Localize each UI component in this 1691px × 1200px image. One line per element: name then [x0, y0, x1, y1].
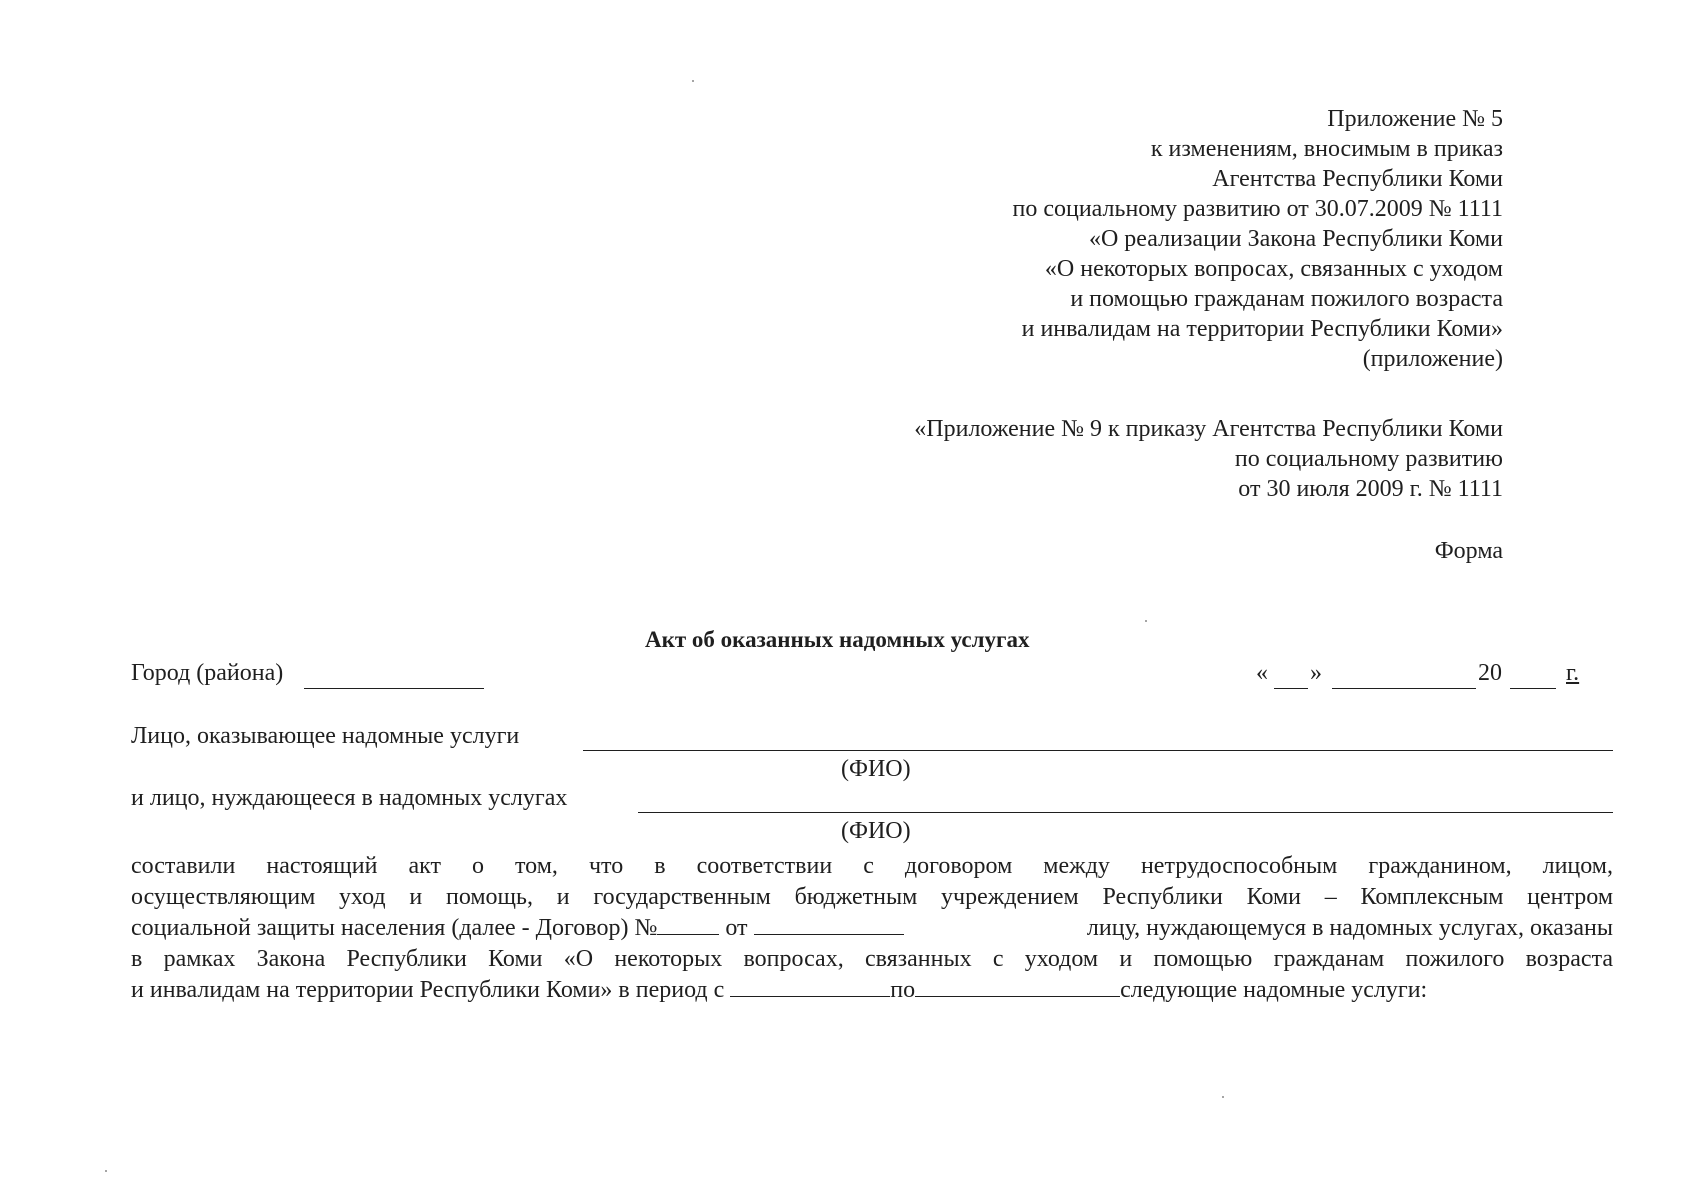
body-line: в рамках Закона Республики Коми «О некоторых вопросах, связанных с уходом и помощью гражданам пожилого возраста: [131, 946, 1613, 972]
appendix-5-line: и инвалидам на территории Республики Коми»: [1021, 316, 1503, 342]
city-label: Город (района): [131, 660, 284, 686]
date-month-field[interactable]: [1332, 688, 1476, 689]
appendix-5-line: к изменениям, вносимым в приказ: [1150, 136, 1503, 162]
body-text-segment: и инвалидам на территории Республики Коми» в период с: [131, 977, 731, 1003]
date-year-suffix: г.: [1566, 660, 1580, 686]
appendix-9-line: от 30 июля 2009 г. № 1111: [1238, 476, 1503, 502]
scan-speck: [692, 80, 694, 82]
appendix-9-line: «Приложение № 9 к приказу Агентства Республики Коми: [914, 416, 1503, 442]
body-text-segment: лицу, нуждающемуся в надомных услугах, оказаны: [1086, 915, 1613, 941]
act-body-paragraph: [131, 851, 1613, 1006]
date-day-field[interactable]: [1274, 688, 1308, 689]
date-year-field[interactable]: [1510, 688, 1556, 689]
contract-number-field[interactable]: [657, 914, 719, 935]
period-to-field[interactable]: [915, 976, 1120, 997]
appendix-5-line: по социальному развитию от 30.07.2009 № 1111: [1012, 196, 1503, 222]
scan-speck: [105, 1170, 107, 1172]
body-line: составили настоящий акт о том, что в соответствии с договором между нетрудоспособным гражданином, лицом,: [131, 853, 1613, 879]
appendix-9-header: [914, 414, 1503, 504]
scan-speck: [1222, 1096, 1224, 1098]
date-open-quote: «: [1256, 660, 1268, 686]
period-from-field[interactable]: [730, 976, 890, 997]
appendix-5-line: и помощью гражданам пожилого возраста: [1070, 286, 1503, 312]
document-title: Акт об оказанных надомных услугах: [645, 627, 1030, 652]
contract-date-field[interactable]: [754, 914, 904, 935]
city-field[interactable]: [304, 688, 484, 689]
body-text-segment: от: [719, 915, 754, 941]
provider-fio-field[interactable]: [583, 750, 1613, 751]
body-line: [131, 913, 1613, 944]
scan-speck: [1145, 620, 1147, 622]
recipient-fio-caption: (ФИО): [841, 818, 911, 844]
body-text-segment: по: [890, 977, 916, 1003]
appendix-9-line: по социальному развитию: [1234, 446, 1503, 472]
body-line-segment: [131, 913, 904, 944]
appendix-5-line: Приложение № 5: [1327, 106, 1503, 132]
body-line: осуществляющим уход и помощь, и государственным бюджетным учреждением Республики Коми – Комплексным центром: [131, 884, 1613, 910]
appendix-5-line: «О некоторых вопросах, связанных с уходом: [1044, 256, 1503, 282]
body-text-segment: следующие надомные услуги:: [1120, 977, 1428, 1003]
appendix-5-line: Агентства Республики Коми: [1212, 166, 1503, 192]
date-year-prefix: 20: [1478, 660, 1502, 686]
appendix-5-header: [1012, 104, 1503, 374]
provider-label: Лицо, оказывающее надомные услуги: [131, 723, 520, 749]
appendix-5-line: (приложение): [1362, 346, 1503, 372]
date-close-quote: »: [1310, 660, 1322, 686]
appendix-5-line: «О реализации Закона Республики Коми: [1088, 226, 1503, 252]
body-line: [131, 975, 1613, 1006]
recipient-label: и лицо, нуждающееся в надомных услугах: [131, 785, 568, 811]
recipient-fio-field[interactable]: [638, 812, 1613, 813]
body-text-segment: социальной защиты населения (далее - Договор) №: [131, 915, 658, 941]
form-label: Форма: [1434, 538, 1503, 564]
provider-fio-caption: (ФИО): [841, 756, 911, 782]
